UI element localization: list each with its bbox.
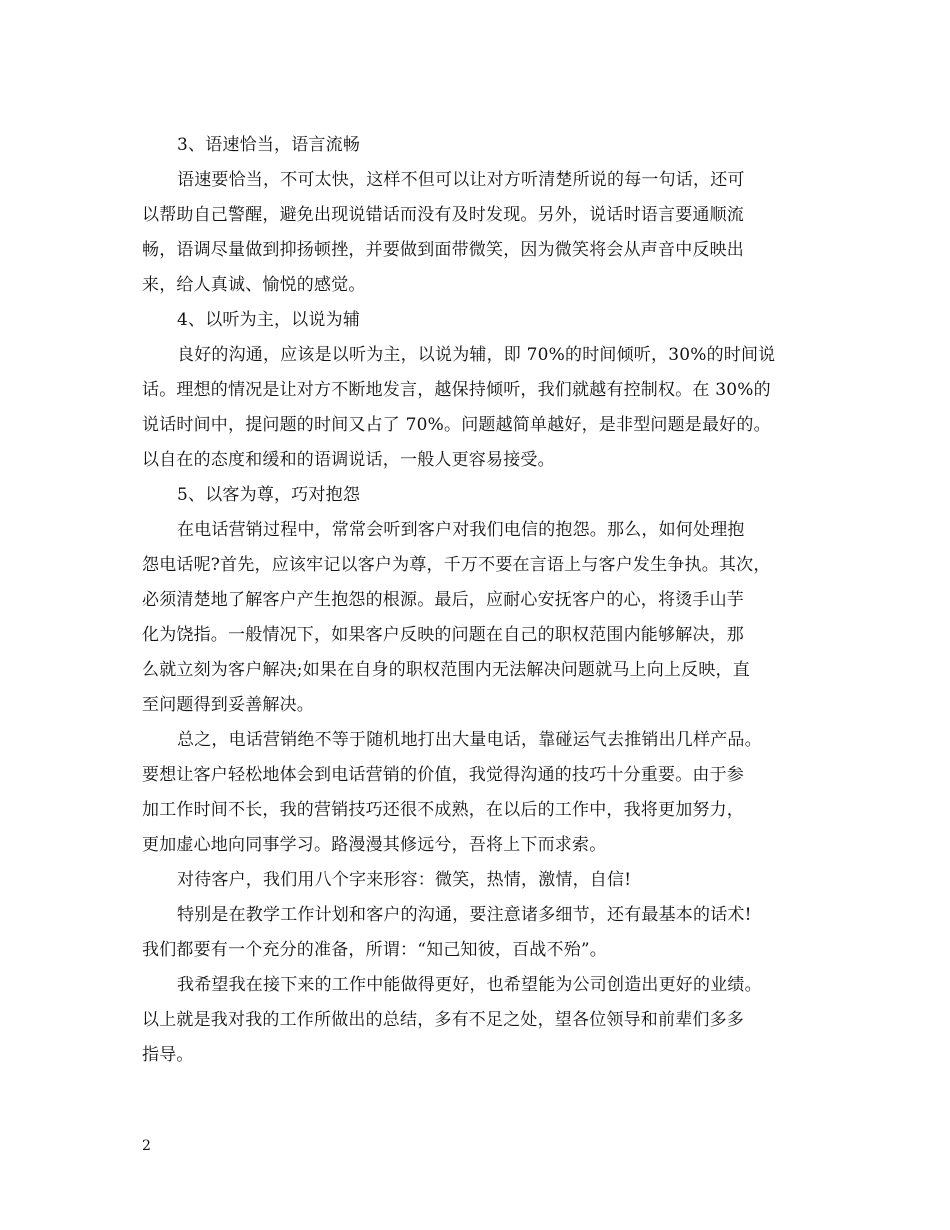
document-body <box>142 128 814 1073</box>
text-line: 以上就是我对我的工作所做出的总结，多有不足之处，望各位领导和前辈们多多 <box>142 1010 744 1030</box>
text-line: 加工作时间不长，我的营销技巧还很不成熟，在以后的工作中，我将更加努力， <box>142 800 744 820</box>
text-line: 总之，电话营销绝不等于随机地打出大量电话，靠碰运气去推销出几样产品。 <box>177 730 762 750</box>
text-line: 话。理想的情况是让对方不断地发言，越保持倾听，我们就越有控制权。在 30%的 <box>142 380 771 400</box>
text-line: 4、以听为主，以说为辅 <box>177 310 361 330</box>
text-line: 我们都要有一个充分的准备，所谓：“知己知彼，百战不殆”。 <box>142 940 607 960</box>
text-line: 以自在的态度和缓和的语调说话，一般人更容易接受。 <box>142 450 555 470</box>
text-line: 说话时间中，提问题的时间又占了 70%。问题越简单越好，是非型问题是最好的。 <box>142 415 771 435</box>
text-line: 语速要恰当，不可太快，这样不但可以让对方听清楚所说的每一句话，还可 <box>177 170 745 190</box>
page-number: 2 <box>142 1138 151 1154</box>
text-line: 至问题得到妥善解决。 <box>142 695 314 715</box>
text-line: 必须清楚地了解客户产生抱怨的根源。最后，应耐心安抚客户的心，将烫手山芋 <box>142 590 744 610</box>
text-line: 指导。 <box>142 1045 194 1065</box>
text-line: 来，给人真诚、愉悦的感觉。 <box>142 275 366 295</box>
text-line: 畅，语调尽量做到抑扬顿挫，并要做到面带微笑，因为微笑将会从声音中反映出 <box>142 240 744 260</box>
text-line: 3、语速恰当，语言流畅 <box>177 135 361 155</box>
text-line: 怨电话呢?首先，应该牢记以客户为尊，千万不要在言语上与客户发生争执。其次， <box>142 555 771 575</box>
text-line: 在电话营销过程中，常常会听到客户对我们电信的抱怨。那么，如何处理抱 <box>177 520 745 540</box>
text-line: 良好的沟通，应该是以听为主，以说为辅，即 70%的时间倾听，30%的时间说 <box>177 345 776 365</box>
text-line: 以帮助自己警醒，避免出现说错话而没有及时发现。另外，说话时语言要通顺流 <box>142 205 744 225</box>
text-line: 要想让客户轻松地体会到电话营销的价值，我觉得沟通的技巧十分重要。由于参 <box>142 765 744 785</box>
text-line: 我希望我在接下来的工作中能做得更好，也希望能为公司创造出更好的业绩。 <box>177 975 762 995</box>
text-line: 么就立刻为客户解决;如果在自身的职权范围内无法解决问题就马上向上反映，直 <box>142 660 750 680</box>
text-line: 5、以客为尊，巧对抱怨 <box>177 485 361 505</box>
text-line: 对待客户，我们用八个字来形容：微笑，热情，激情，自信! <box>177 870 632 890</box>
text-line: 化为饶指。一般情况下，如果客户反映的问题在自己的职权范围内能够解决，那 <box>142 625 744 645</box>
text-line: 更加虚心地向同事学习。路漫漫其修远兮，吾将上下而求索。 <box>142 835 607 855</box>
text-line: 特别是在教学工作计划和客户的沟通，要注意诸多细节，还有最基本的话术! <box>177 905 752 925</box>
